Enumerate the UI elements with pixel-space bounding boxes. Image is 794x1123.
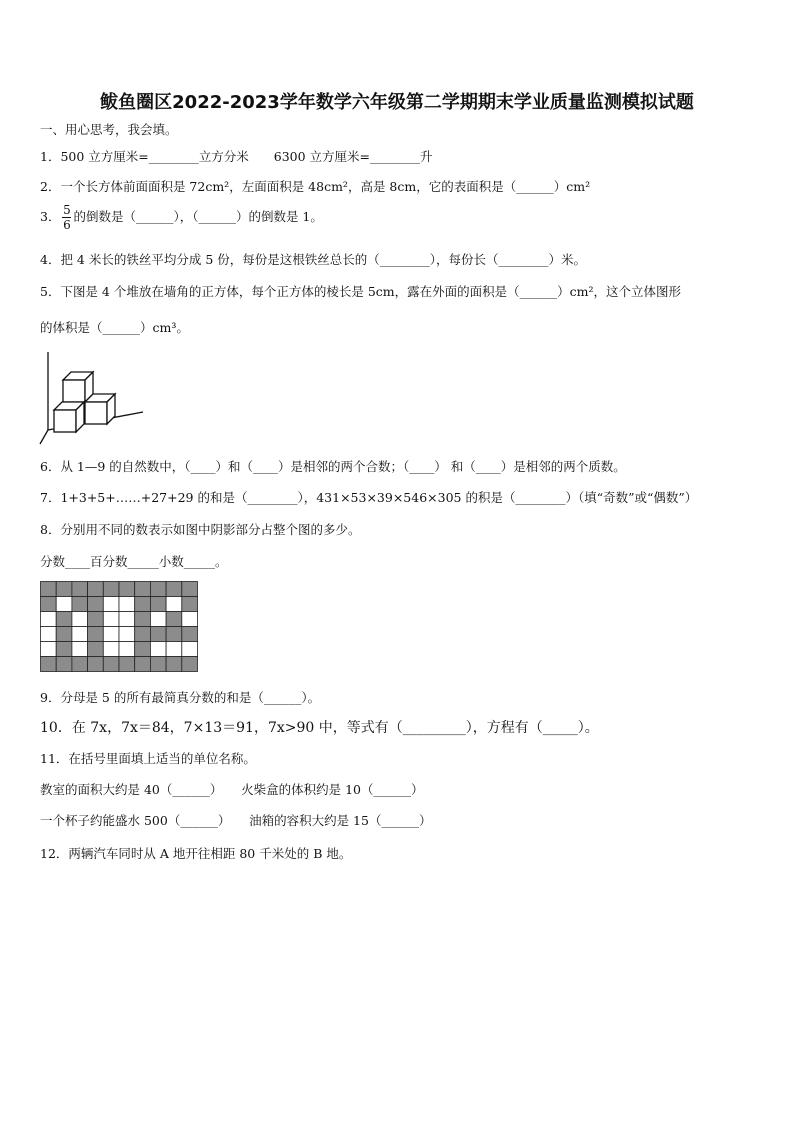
grid-cell xyxy=(72,582,88,597)
grid-cell xyxy=(88,627,104,642)
question-3-text: 的倒数是（______），（______）的倒数是 1。 xyxy=(73,209,323,224)
grid-cell xyxy=(56,657,72,672)
question-11: 11．在括号里面填上适当的单位名称。 xyxy=(40,751,256,766)
grid-cell xyxy=(182,657,198,672)
grid-cell xyxy=(119,657,135,672)
question-12: 12．两辆汽车同时从 A 地开往相距 80 千米处的 B 地。 xyxy=(40,846,352,861)
grid-cell xyxy=(56,597,72,612)
grid-cell xyxy=(119,582,135,597)
grid-cell xyxy=(150,642,166,657)
grid-cell xyxy=(119,642,135,657)
grid-cell xyxy=(56,582,72,597)
cubes-figure xyxy=(38,352,148,447)
grid-cell xyxy=(135,657,151,672)
grid-cell xyxy=(135,612,151,627)
grid-cell xyxy=(135,582,151,597)
grid-cell xyxy=(135,627,151,642)
grid-cell xyxy=(88,642,104,657)
fraction-numerator: 5 xyxy=(63,203,71,217)
grid-cell xyxy=(182,597,198,612)
grid-cell xyxy=(150,627,166,642)
grid-cell xyxy=(56,612,72,627)
grid-cell xyxy=(56,627,72,642)
grid-cell xyxy=(56,642,72,657)
grid-cell xyxy=(103,582,119,597)
shaded-grid-figure xyxy=(40,581,200,673)
grid-cell xyxy=(182,642,198,657)
grid-cell xyxy=(103,612,119,627)
page-title: 鲅鱼圈区2022-2023学年数学六年级第二学期期末学业质量监测模拟试题 xyxy=(100,92,694,113)
grid-cell xyxy=(135,642,151,657)
section-heading: 一、用心思考，我会填。 xyxy=(40,122,178,137)
grid-cell xyxy=(182,627,198,642)
grid-cell xyxy=(88,597,104,612)
grid-cell xyxy=(119,597,135,612)
question-3 xyxy=(40,204,323,231)
grid-cell xyxy=(182,582,198,597)
grid-cell xyxy=(150,657,166,672)
grid-cell xyxy=(166,657,182,672)
grid-cell xyxy=(88,612,104,627)
question-11-line-1: 教室的面积大约是 40（______） 火柴盒的体积约是 10（______） xyxy=(40,782,424,797)
fraction-5-6 xyxy=(62,204,71,231)
grid-cell xyxy=(166,582,182,597)
grid-cell xyxy=(41,597,57,612)
question-7: 7．1+3+5+……+27+29 的和是（________），431×53×39×546×305 的积是（________）（填“奇数”或“偶数”） xyxy=(40,490,698,505)
grid-cell xyxy=(166,642,182,657)
grid-cell xyxy=(72,627,88,642)
grid-cell xyxy=(41,642,57,657)
fraction-denominator: 6 xyxy=(63,218,71,232)
question-10: 10．在 7x，7x＝84，7×13＝91，7x>90 中，等式有（_________），方程有（_____）。 xyxy=(40,720,599,736)
question-2: 2．一个长方体前面面积是 72cm²，左面面积是 48cm²，高是 8cm，它的表面积是（______）cm² xyxy=(40,179,591,194)
grid-cell xyxy=(182,612,198,627)
question-4: 4．把 4 米长的铁丝平均分成 5 份，每份是这根铁丝总长的（________），每份长（________）米。 xyxy=(40,252,587,267)
question-8: 8．分别用不同的数表示如图中阴影部分占整个图的多少。 xyxy=(40,522,361,537)
grid-cell xyxy=(103,627,119,642)
grid-cell xyxy=(103,597,119,612)
grid-cell xyxy=(150,612,166,627)
question-5: 5．下图是 4 个堆放在墙角的正方体，每个正方体的棱长是 5cm，露在外面的面积是（______）cm²，这个立体图形 xyxy=(40,284,681,299)
grid-cell xyxy=(72,597,88,612)
grid-cell xyxy=(119,612,135,627)
grid-cell xyxy=(41,582,57,597)
grid-cell xyxy=(103,657,119,672)
grid-cell xyxy=(150,597,166,612)
grid-cell xyxy=(41,627,57,642)
grid-cell xyxy=(166,627,182,642)
grid-cell xyxy=(41,657,57,672)
question-8-answer: 分数____百分数_____小数_____。 xyxy=(40,554,228,569)
grid-cell xyxy=(150,582,166,597)
grid-cell xyxy=(119,627,135,642)
grid-cell xyxy=(166,612,182,627)
grid-cell xyxy=(41,612,57,627)
question-5-cont: 的体积是（______）cm³。 xyxy=(40,320,189,335)
grid-cell xyxy=(88,582,104,597)
grid-cell xyxy=(166,597,182,612)
question-1: 1．500 立方厘米=________立方分米 6300 立方厘米=________升 xyxy=(40,149,433,164)
question-9: 9．分母是 5 的所有最简真分数的和是（______）。 xyxy=(40,690,321,705)
grid-cell xyxy=(72,657,88,672)
grid-cell xyxy=(88,657,104,672)
grid-cell xyxy=(103,642,119,657)
grid-cell xyxy=(72,612,88,627)
grid-cell xyxy=(135,597,151,612)
question-3-prefix: 3． xyxy=(40,209,61,224)
question-6: 6．从 1—9 的自然数中，（____）和（____）是相邻的两个合数；（____） 和（____）是相邻的两个质数。 xyxy=(40,459,626,474)
question-11-line-2: 一个杯子约能盛水 500（______） 油箱的容积大约是 15（______） xyxy=(40,813,432,828)
grid-cell xyxy=(72,642,88,657)
